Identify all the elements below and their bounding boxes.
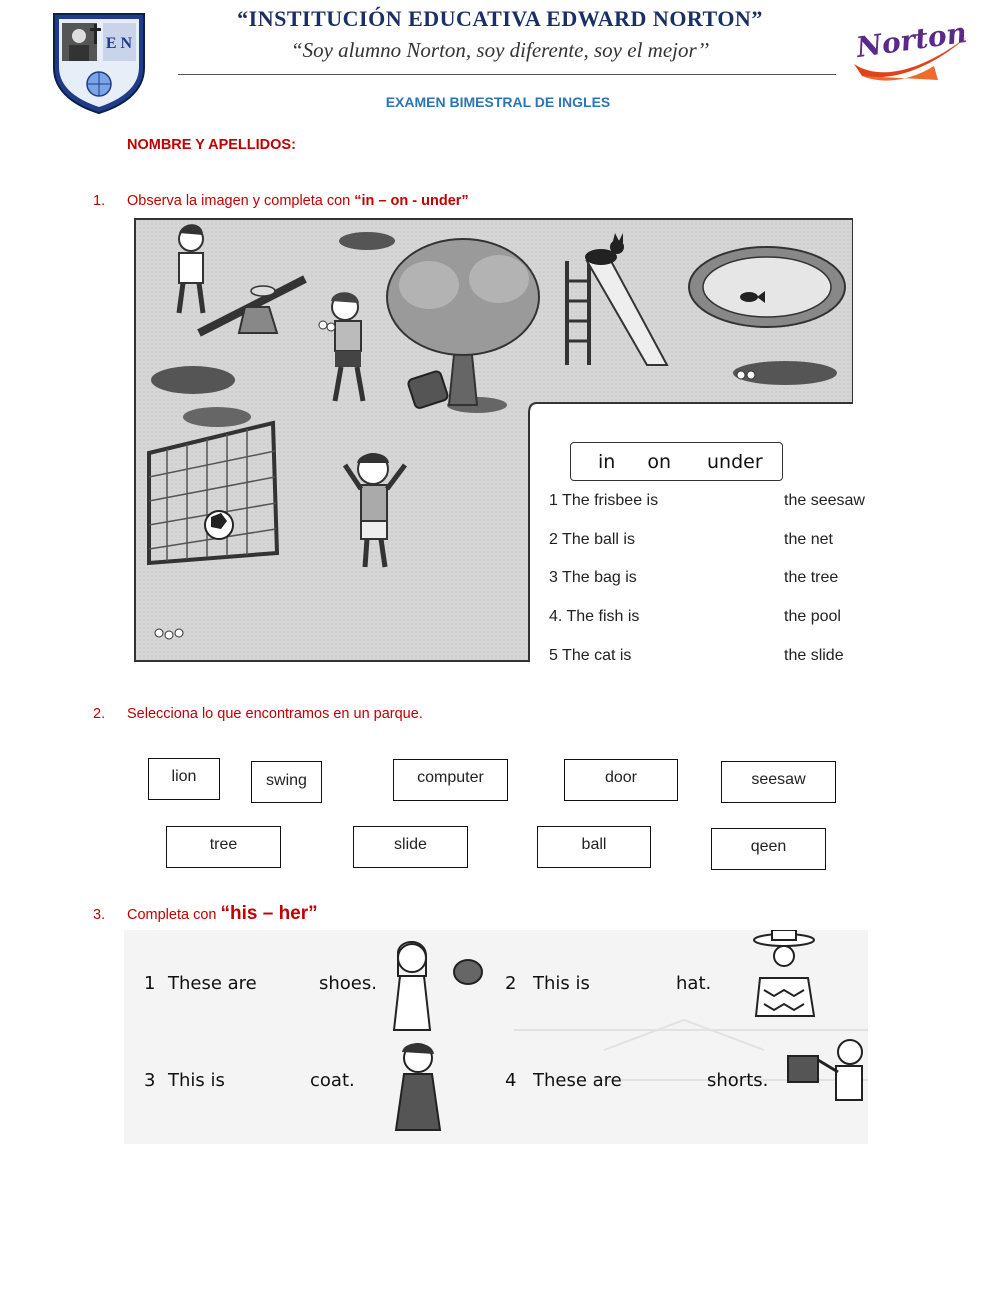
word-bank-under: under bbox=[707, 450, 763, 473]
option-seesaw[interactable]: seesaw bbox=[721, 761, 836, 803]
his-her-3-start: This is bbox=[168, 1070, 225, 1091]
his-her-4-number: 4 bbox=[505, 1070, 517, 1091]
crest-letters: E N bbox=[105, 35, 133, 52]
question-1-number: 1. bbox=[93, 193, 106, 209]
norton-brand-logo bbox=[848, 10, 974, 92]
word-bank-box bbox=[570, 442, 783, 481]
question-3-instruction bbox=[127, 903, 318, 925]
sentence-3-end: the tree bbox=[784, 569, 839, 586]
option-tree[interactable]: tree bbox=[166, 826, 281, 868]
his-her-illustration bbox=[124, 930, 868, 1144]
his-her-4-end: shorts. bbox=[707, 1070, 769, 1091]
option-computer[interactable]: computer bbox=[393, 759, 508, 801]
question-2-instruction: Selecciona lo que encontramos en un parque. bbox=[127, 706, 423, 722]
header-divider bbox=[178, 74, 836, 75]
his-her-3-number: 3 bbox=[144, 1070, 156, 1091]
school-name: “INSTITUCIÓN EDUCATIVA EDWARD NORTON” bbox=[237, 6, 763, 31]
brand-logo-text: Norton bbox=[854, 15, 969, 65]
ball bbox=[205, 511, 233, 539]
his-her-2-start: This is bbox=[533, 973, 590, 994]
sentence-4-end: the pool bbox=[784, 608, 841, 625]
question-3-number: 3. bbox=[93, 907, 106, 923]
sentence-4-start: 4. The fish is bbox=[549, 608, 640, 625]
sentence-2-end: the net bbox=[784, 531, 833, 548]
question-1-text: Observa la imagen y completa con bbox=[127, 193, 355, 209]
option-qeen[interactable]: qeen bbox=[711, 828, 826, 870]
sentence-1-end: the seesaw bbox=[784, 492, 865, 509]
sentence-5-start: 5 The cat is bbox=[549, 647, 632, 664]
his-her-2-number: 2 bbox=[505, 973, 517, 994]
exam-title: EXAMEN BIMESTRAL DE INGLES bbox=[385, 94, 611, 110]
sentence-1-start: 1 The frisbee is bbox=[549, 492, 659, 509]
his-her-1-end: shoes. bbox=[319, 973, 377, 994]
his-her-3-end: coat. bbox=[310, 1070, 355, 1091]
question-1-highlight: “in – on - under” bbox=[354, 193, 469, 209]
his-her-1-number: 1 bbox=[144, 973, 156, 994]
word-bank-in: in bbox=[598, 450, 616, 473]
option-lion[interactable]: lion bbox=[148, 758, 220, 800]
name-label: NOMBRE Y APELLIDOS: bbox=[127, 137, 296, 153]
question-1-instruction bbox=[127, 193, 469, 209]
word-bank-on: on bbox=[647, 450, 671, 473]
option-slide[interactable]: slide bbox=[353, 826, 468, 868]
his-her-1-start: These are bbox=[168, 973, 257, 994]
option-ball[interactable]: ball bbox=[537, 826, 651, 868]
pond bbox=[689, 247, 845, 327]
sentence-3-start: 3 The bag is bbox=[549, 569, 637, 586]
sentence-5-end: the slide bbox=[784, 647, 844, 664]
option-door[interactable]: door bbox=[564, 759, 678, 801]
question-3-text: Completa con bbox=[127, 907, 221, 923]
question-3-highlight: “his – her” bbox=[220, 903, 318, 924]
option-swing[interactable]: swing bbox=[251, 761, 322, 803]
his-her-2-end: hat. bbox=[676, 973, 712, 994]
his-her-4-start: These are bbox=[533, 1070, 622, 1091]
sentence-2-start: 2 The ball is bbox=[549, 531, 635, 548]
school-motto: “Soy alumno Norton, soy diferente, soy el mejor’’ bbox=[290, 38, 710, 62]
question-2-number: 2. bbox=[93, 706, 106, 722]
